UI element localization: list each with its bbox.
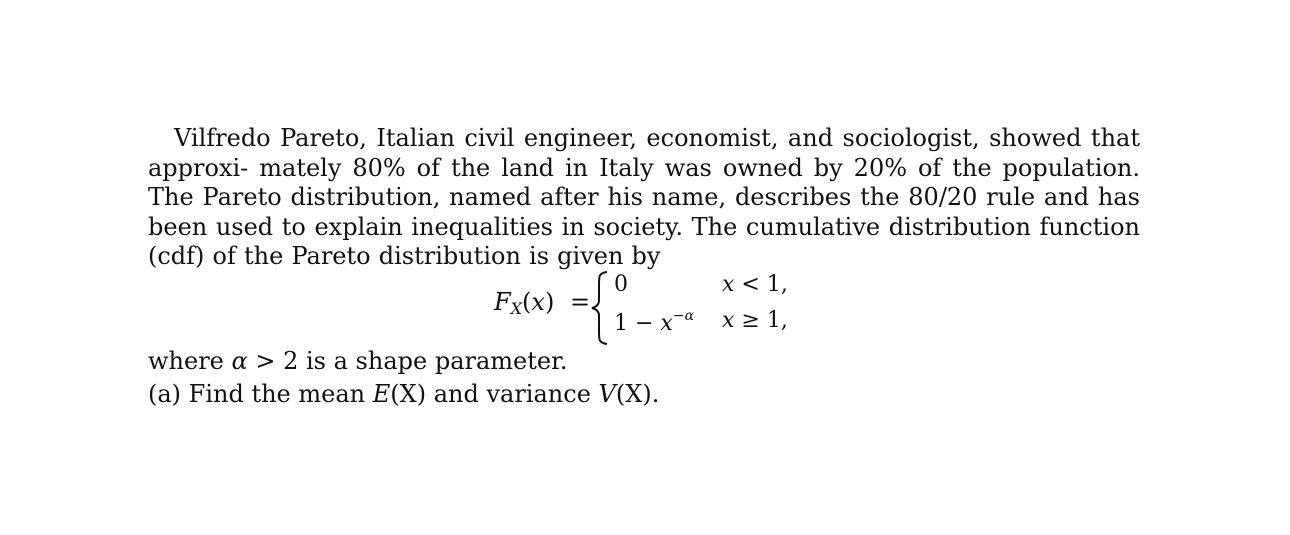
- case-2-value: [614, 308, 694, 336]
- question-a-middle: and variance: [426, 380, 599, 408]
- question-a-end: .: [651, 380, 660, 408]
- alpha-symbol: α: [231, 347, 248, 375]
- problem-text: [148, 124, 1140, 272]
- left-brace-icon: [590, 268, 610, 348]
- case-1-condition: [722, 272, 788, 297]
- paragraph-line-1: Vilfredo Pareto, Italian civil engineer, economist, and sociologist, showed that approxi-: [148, 124, 1140, 182]
- case-1-condition-variable: x: [722, 272, 735, 297]
- variance-symbol: V: [598, 380, 616, 408]
- intro-paragraph: [148, 124, 1140, 272]
- case-2-exponent: −α: [672, 308, 695, 324]
- lhs-function: F: [494, 288, 511, 316]
- case-1-condition-rest: < 1,: [734, 272, 788, 297]
- cdf-equation: [494, 268, 814, 348]
- case-2-condition-rest: ≥ 1,: [734, 308, 788, 333]
- variance-argument: (X): [615, 380, 652, 408]
- shape-parameter-line: [148, 345, 659, 378]
- mean-argument: (X): [390, 380, 427, 408]
- mean-symbol: E: [372, 380, 391, 408]
- where-suffix: > 2 is a shape parameter.: [247, 347, 568, 375]
- lhs-close-paren: ): [544, 288, 555, 316]
- paragraph-line-3: named after his name, describes the 80/20 rule and has been used to explain inequalities in: [148, 183, 1140, 241]
- question-text: [148, 345, 659, 411]
- question-a-prefix: (a) Find the mean: [148, 380, 373, 408]
- lhs-subscript: X: [510, 299, 523, 318]
- case-2-condition-variable: x: [722, 308, 735, 333]
- lhs-open-paren: (: [522, 288, 532, 316]
- equals-sign: =: [570, 288, 591, 316]
- question-a-line: [148, 378, 659, 411]
- paragraph-line-4: society. The cumulative distribution function (cdf) of the Pareto distribution is given by: [148, 212, 1140, 270]
- lhs-variable: x: [531, 288, 545, 316]
- where-prefix: where: [148, 347, 232, 375]
- equation-lhs: [494, 288, 554, 318]
- paragraph-line-2: mately 80% of the land in Italy was owned by 20% of the population. The Pareto distribution,: [148, 153, 1140, 211]
- case-1-value: 0: [614, 272, 628, 297]
- case-2-prefix: 1 −: [614, 311, 661, 336]
- case-2-condition: [722, 308, 788, 333]
- case-2-variable: x: [660, 311, 673, 336]
